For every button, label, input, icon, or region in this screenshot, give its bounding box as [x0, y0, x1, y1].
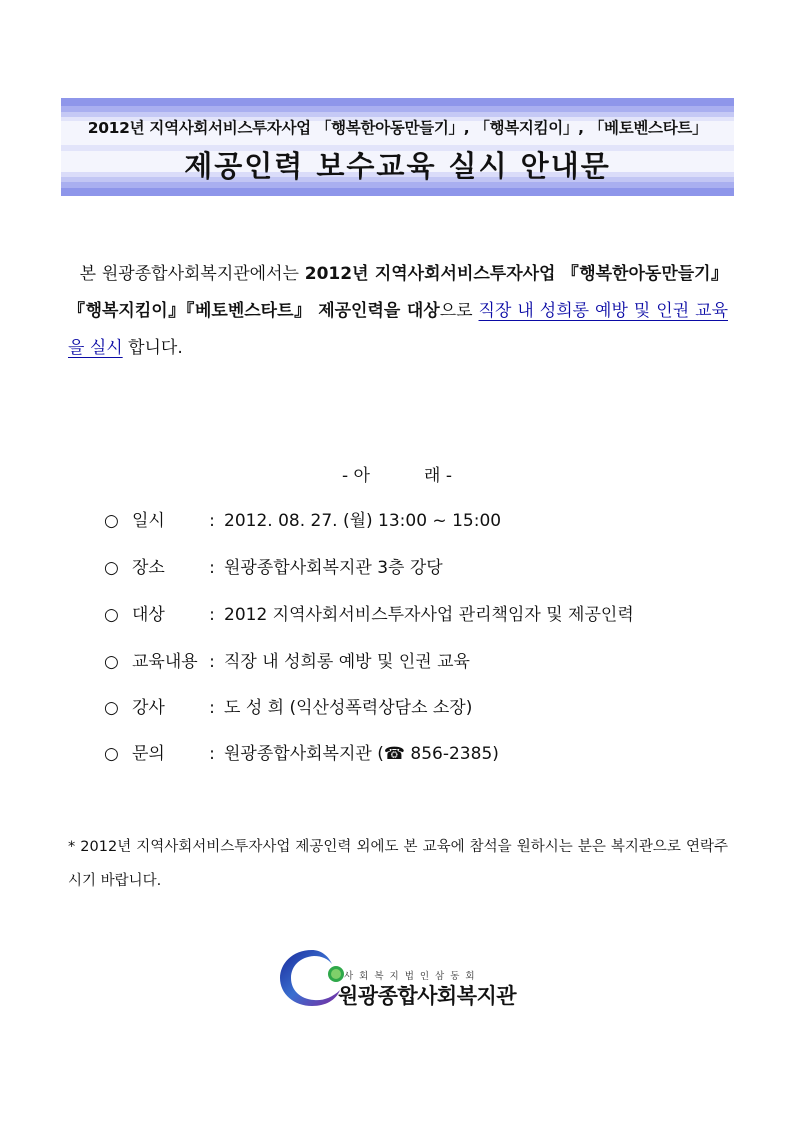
detail-label: 장소 — [132, 558, 165, 578]
footnote: * 2012년 지역사회서비스투자사업 제공인력 외에도 본 교육에 참석을 원하시는 분은 복지관으로 연락주시기 바랍니다. — [68, 839, 728, 889]
intro-part4: 합니다. — [122, 338, 183, 358]
detail-value: 2012. 08. 27. (월) 13:00 ~ 15:00 — [224, 511, 502, 531]
intro-part2: 2012년 지역사회서비스투자사업 『행복한아동만들기』『행복지킴이』『베토벤스타트』 제공인력을 대상 — [68, 264, 729, 321]
bullet-circle-icon: ○ — [104, 698, 119, 718]
detail-value: 도 성 희 (익산성폭력상담소 소장) — [224, 698, 473, 718]
detail-item-target: ○ 대상 : 2012 지역사회서비스투자사업 관리책임자 및 제공인력 — [104, 600, 634, 630]
intro-part3: 으로 — [439, 301, 479, 321]
page-title: 제공인력 보수교육 실시 안내문 — [184, 149, 611, 183]
logo-emblem-icon — [276, 944, 346, 1014]
detail-label: 교육내용 — [132, 652, 198, 672]
detail-value: 2012 지역사회서비스투자사업 관리책임자 및 제공인력 — [224, 605, 634, 625]
detail-item-contact: ○ 문의 : 원광종합사회복지관 (☎ 856-2385) — [104, 739, 499, 769]
section-heading: - 아 래 - — [342, 466, 452, 486]
bullet-circle-icon: ○ — [104, 605, 119, 625]
intro-highlight: 직장 내 성희롱 예방 및 인권 교육을 실시 — [68, 301, 728, 358]
detail-value: 원광종합사회복지관 3층 강당 — [224, 558, 443, 578]
detail-label: 강사 — [132, 698, 165, 718]
bullet-circle-icon: ○ — [104, 652, 119, 672]
bullet-circle-icon: ○ — [104, 511, 119, 531]
logo-subtitle: 사회복지법인삼동회 — [344, 971, 481, 982]
detail-item-content: ○ 교육내용 : 직장 내 성희롱 예방 및 인권 교육 — [104, 647, 470, 677]
intro-part1: 본 원광종합사회복지관에서는 — [79, 264, 305, 284]
detail-item-date: ○ 일시 : 2012. 08. 27. (월) 13:00 ~ 15:00 — [104, 506, 501, 536]
bullet-circle-icon: ○ — [104, 558, 119, 578]
detail-label: 대상 — [132, 605, 165, 625]
detail-label: 일시 — [132, 511, 165, 531]
logo-name: 원광종합사회복지관 — [338, 984, 517, 1008]
header-subtitle: 2012년 지역사회서비스투자사업 「행복한아동만들기」, 「행복지킴이」, 「베토벤스타트」 — [87, 119, 708, 137]
detail-item-place: ○ 장소 : 원광종합사회복지관 3층 강당 — [104, 553, 443, 583]
detail-value: 직장 내 성희롱 예방 및 인권 교육 — [224, 652, 470, 672]
detail-label: 문의 — [132, 744, 165, 764]
detail-item-lecturer: ○ 강사 : 도 성 희 (익산성폭력상담소 소장) — [104, 693, 472, 723]
header-banner — [61, 98, 734, 196]
bullet-circle-icon: ○ — [104, 744, 119, 764]
organization-logo — [276, 944, 526, 1014]
detail-value: 원광종합사회복지관 (☎ 856-2385) — [224, 744, 499, 764]
intro-paragraph — [68, 256, 728, 367]
